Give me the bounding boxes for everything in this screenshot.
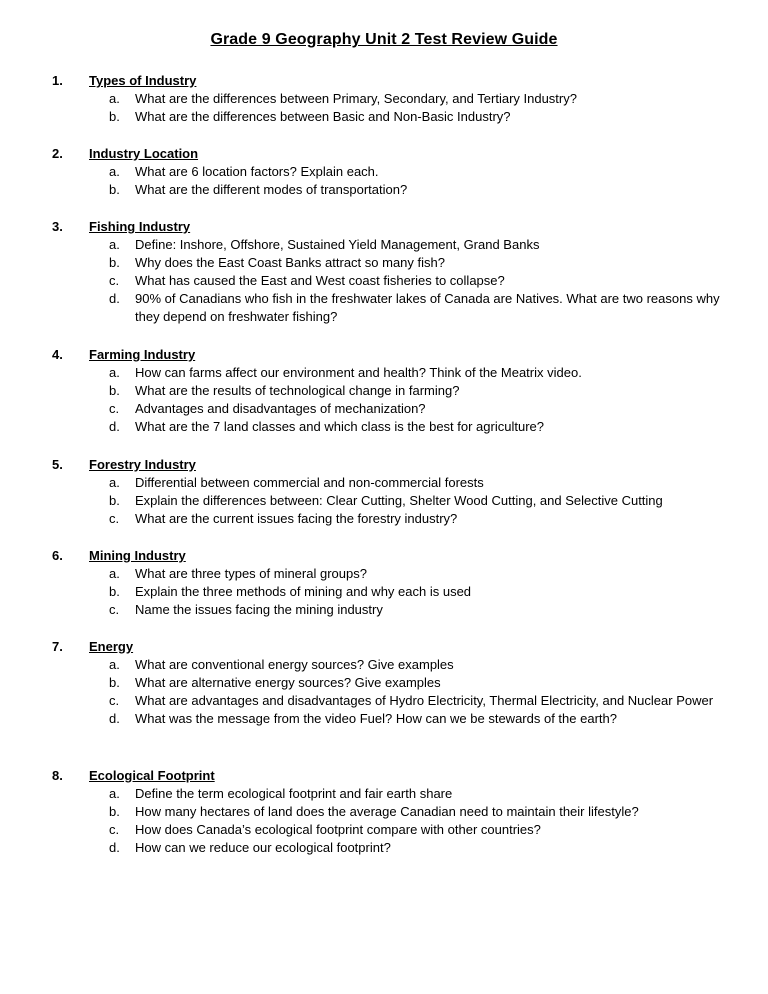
item-letter: a. xyxy=(109,475,120,490)
item-letter: a. xyxy=(109,786,120,801)
section-heading xyxy=(52,72,742,90)
section-industry-location xyxy=(52,145,742,199)
section-title: Industry Location xyxy=(89,146,199,161)
item-text: How can we reduce our ecological footprint? xyxy=(135,840,391,855)
item-text: What are three types of mineral groups? xyxy=(135,566,367,581)
list-item xyxy=(52,692,742,710)
section-title: Ecological Footprint xyxy=(89,768,215,783)
section-number: 7. xyxy=(52,639,63,654)
item-text: Explain the three methods of mining and why each is used xyxy=(135,584,472,599)
item-letter: b. xyxy=(109,584,120,599)
section-fishing-industry xyxy=(52,218,742,326)
section-types-of-industry xyxy=(52,72,742,126)
list-item xyxy=(52,400,742,418)
item-text: What are the current issues facing the forestry industry? xyxy=(135,511,458,526)
list-item xyxy=(52,565,742,583)
section-title: Fishing Industry xyxy=(89,219,191,234)
item-text: What are 6 location factors? Explain each. xyxy=(135,164,379,179)
section-title: Forestry Industry xyxy=(89,457,196,472)
item-letter: d. xyxy=(109,840,120,855)
list-item xyxy=(52,583,742,601)
section-title: Types of Industry xyxy=(89,73,197,88)
section-energy xyxy=(52,638,742,728)
item-text: What are conventional energy sources? Give examples xyxy=(135,657,454,672)
item-text: What are the 7 land classes and which class is the best for agriculture? xyxy=(135,419,544,434)
section-number: 5. xyxy=(52,457,63,472)
section-number: 4. xyxy=(52,347,63,362)
item-text: Why does the East Coast Banks attract so many fish? xyxy=(135,255,445,270)
item-text: Explain the differences between: Clear Cutting, Shelter Wood Cutting, and Selective Cutting xyxy=(135,493,663,508)
list-item xyxy=(52,821,742,839)
section-title: Energy xyxy=(89,639,134,654)
list-item xyxy=(52,254,742,272)
section-heading xyxy=(52,145,742,163)
item-text: What are the differences between Basic and Non-Basic Industry? xyxy=(135,109,511,124)
item-text: What are alternative energy sources? Give examples xyxy=(135,675,441,690)
item-letter: a. xyxy=(109,164,120,179)
document-title: Grade 9 Geography Unit 2 Test Review Guide xyxy=(210,31,558,48)
item-letter: b. xyxy=(109,109,120,124)
item-text: What are the results of technological change in farming? xyxy=(135,383,460,398)
list-item xyxy=(52,290,742,326)
item-letter: a. xyxy=(109,566,120,581)
section-number: 2. xyxy=(52,146,63,161)
item-letter: c. xyxy=(109,822,120,837)
item-letter: c. xyxy=(109,602,120,617)
item-text: What are the different modes of transportation? xyxy=(135,182,408,197)
item-text: 90% of Canadians who fish in the freshwater lakes of Canada are Natives. What are two reasons why they depend on freshwater fishing? xyxy=(135,291,720,324)
item-text: What was the message from the video Fuel? How can we be stewards of the earth? xyxy=(135,711,617,726)
item-text: What are the differences between Primary, Secondary, and Tertiary Industry? xyxy=(135,91,577,106)
item-letter: b. xyxy=(109,804,120,819)
section-title: Mining Industry xyxy=(89,548,186,563)
item-text: How can farms affect our environment and health? Think of the Meatrix video. xyxy=(135,365,582,380)
list-item xyxy=(52,710,742,728)
list-item xyxy=(52,474,742,492)
section-heading xyxy=(52,767,742,785)
section-number: 8. xyxy=(52,768,63,783)
section-ecological-footprint xyxy=(52,767,742,857)
item-text: Define the term ecological footprint and fair earth share xyxy=(135,786,453,801)
item-text: Advantages and disadvantages of mechanization? xyxy=(135,401,426,416)
item-letter: b. xyxy=(109,182,120,197)
section-heading xyxy=(52,218,742,236)
list-item xyxy=(52,418,742,436)
list-item xyxy=(52,674,742,692)
item-letter: b. xyxy=(109,493,120,508)
section-heading xyxy=(52,638,742,656)
section-number: 3. xyxy=(52,219,63,234)
list-item xyxy=(52,601,742,619)
list-item xyxy=(52,785,742,803)
list-item xyxy=(52,108,742,126)
item-text: How many hectares of land does the average Canadian need to maintain their lifestyle? xyxy=(135,804,639,819)
item-letter: b. xyxy=(109,255,120,270)
list-item xyxy=(52,364,742,382)
section-forestry-industry xyxy=(52,456,742,528)
item-letter: c. xyxy=(109,273,120,288)
list-item xyxy=(52,492,742,510)
section-farming-industry xyxy=(52,346,742,436)
list-item xyxy=(52,803,742,821)
item-letter: a. xyxy=(109,237,120,252)
item-text: Define: Inshore, Offshore, Sustained Yield Management, Grand Banks xyxy=(135,237,540,252)
item-letter: c. xyxy=(109,401,120,416)
list-item xyxy=(52,181,742,199)
item-text: How does Canada’s ecological footprint compare with other countries? xyxy=(135,822,541,837)
list-item xyxy=(52,272,742,290)
item-text: What has caused the East and West coast fisheries to collapse? xyxy=(135,273,505,288)
item-letter: a. xyxy=(109,91,120,106)
item-text: Name the issues facing the mining industry xyxy=(135,602,383,617)
item-text: Differential between commercial and non-commercial forests xyxy=(135,475,484,490)
section-heading xyxy=(52,547,742,565)
section-heading xyxy=(52,456,742,474)
item-letter: a. xyxy=(109,657,120,672)
item-letter: b. xyxy=(109,675,120,690)
list-item xyxy=(52,510,742,528)
list-item xyxy=(52,656,742,674)
section-heading xyxy=(52,346,742,364)
section-number: 6. xyxy=(52,548,63,563)
item-text: What are advantages and disadvantages of Hydro Electricity, Thermal Electricity, and Nuclear Power xyxy=(135,693,714,708)
item-letter: d. xyxy=(109,711,120,726)
item-letter: d. xyxy=(109,419,120,434)
item-letter: c. xyxy=(109,693,120,708)
list-item xyxy=(52,163,742,181)
section-number: 1. xyxy=(52,73,63,88)
item-letter: c. xyxy=(109,511,120,526)
list-item xyxy=(52,236,742,254)
list-item xyxy=(52,382,742,400)
item-letter: a. xyxy=(109,365,120,380)
list-item xyxy=(52,90,742,108)
list-item xyxy=(52,839,742,857)
item-letter: b. xyxy=(109,383,120,398)
section-title: Farming Industry xyxy=(89,347,196,362)
item-letter: d. xyxy=(109,291,120,306)
section-mining-industry xyxy=(52,547,742,619)
